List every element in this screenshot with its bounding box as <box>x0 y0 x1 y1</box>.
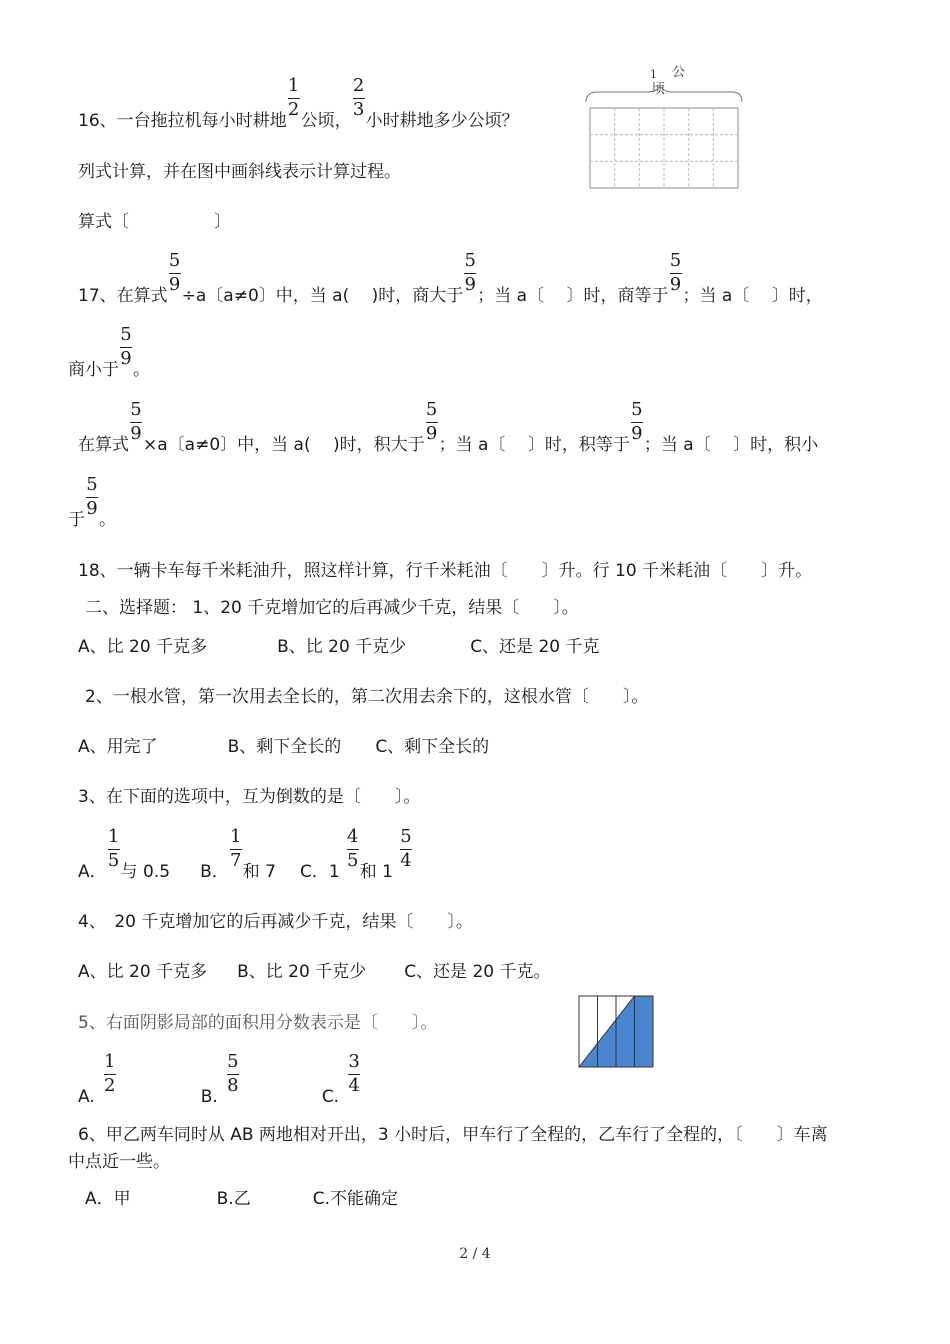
choice6-line2: 中点近一些。 <box>68 1152 170 1172</box>
choice5-options <box>78 1051 361 1108</box>
q17-b-prefix: 在算式 <box>78 435 129 455</box>
q17-b-mid1: ；当 a〔 〕时，积等于 <box>438 435 630 455</box>
choice3-option-c[interactable]: C．1 $\frac{4}{5}$ 和 1 $\frac{5}{4}$ <box>300 826 412 882</box>
q16-diagram-label-unit-a: 公 <box>672 65 686 80</box>
choice3-option-a[interactable]: A． $\frac{1}{5}$ 与 0.5 <box>78 826 171 882</box>
q17-b-mid2: ；当 a〔 〕时，积小 <box>643 435 819 455</box>
choice6-option-c[interactable]: C.不能确定 <box>312 1189 398 1209</box>
choice5-option-b[interactable]: B. $\frac{5}{8}$ <box>200 1051 239 1107</box>
choice3-c-fraction-1: $\frac{4}{5}$ <box>346 826 359 871</box>
choice1-options <box>78 636 600 658</box>
choice2-options <box>78 736 489 758</box>
q16-mid: 公顷， <box>300 111 352 131</box>
choice6-option-b[interactable]: B.乙 <box>216 1189 251 1209</box>
choice4-option-c[interactable]: C、还是 20 千克。 <box>404 962 551 982</box>
q16-line1 <box>78 75 519 132</box>
q17-a-mid1: ；当 a〔 〕时，商等于 <box>477 286 669 306</box>
choice4-options <box>78 961 551 983</box>
choice5-option-c[interactable]: C. $\frac{3}{4}$ <box>321 1051 360 1107</box>
q18-text: 18、一辆卡车每千米耗油升，照这样计算，行千米耗油〔 〕升。行 10 千米耗油〔 〕升。 <box>78 561 813 581</box>
choice5-question: 5、右面阴影局部的面积用分数表示是〔 〕。 <box>78 1013 438 1033</box>
choice4-option-b[interactable]: B、比 20 千克少 <box>237 962 367 982</box>
q16-grid-lines <box>590 108 738 188</box>
q17-a-line1 <box>78 250 823 307</box>
page-number: 2 / 4 <box>459 1246 491 1262</box>
q17-b-frac-2: $\frac{5}{9}$ <box>425 399 438 444</box>
q17-a-op: ÷a〔a≠0〕中，当 a( )时，商大于 <box>181 286 464 306</box>
q17-b-line1 <box>78 399 819 456</box>
q17-a-line2 <box>68 324 150 381</box>
q16-fraction-1: $\frac{1}{2}$ <box>287 75 300 120</box>
q17-a-frac-2: $\frac{5}{9}$ <box>464 250 476 295</box>
choice1-option-a[interactable]: A、比 20 千克多 <box>78 637 208 657</box>
choice5-a-fraction: $\frac{1}{2}$ <box>104 1051 116 1096</box>
q16-grid-diagram <box>584 62 746 194</box>
choice2-question: 2、一根水管，第一次用去全长的，第二次用去余下的，这根水管〔 〕。 <box>85 687 649 707</box>
choice3-a-fraction: $\frac{1}{5}$ <box>107 826 120 871</box>
q17-a-line2-suffix: 。 <box>133 360 150 380</box>
choice1-option-c[interactable]: C、还是 20 千克 <box>470 637 600 657</box>
choice6-line1: 6、甲乙两车同时从 AB 两地相对开出，3 小时后，甲车行了全程的，乙车行了全程的，〔 〕车离 <box>78 1125 828 1145</box>
q16-prefix: 16、一台拖拉机每小时耕地 <box>78 111 287 131</box>
choice3-question: 3、在下面的选项中，互为倒数的是〔 〕。 <box>78 787 421 807</box>
q17-b-line2 <box>68 474 116 531</box>
q17-a-mid2: ；当 a〔 〕时， <box>682 286 823 306</box>
choice4-option-a[interactable]: A、比 20 千克多 <box>78 962 208 982</box>
section2-heading: 二、选择题： 1、20 千克增加它的后再减少千克，结果〔 〕。 <box>85 598 579 618</box>
choice3-b-fraction: $\frac{1}{7}$ <box>230 826 242 871</box>
q17-a-frac-1: $\frac{5}{9}$ <box>168 250 181 295</box>
choice2-option-b[interactable]: B、剩下全长的 <box>227 737 342 757</box>
choice5-c-fraction: $\frac{3}{4}$ <box>348 1051 360 1096</box>
q17-a-prefix: 17、在算式 <box>78 286 168 306</box>
choice3-option-b[interactable]: B． $\frac{1}{7}$ 和 7 <box>200 826 276 882</box>
q16-diagram-label-num: 1 <box>650 68 657 81</box>
choice2-option-a[interactable]: A、用完了 <box>78 737 158 757</box>
q17-a-frac-4: $\frac{5}{9}$ <box>120 324 132 369</box>
choice6-options <box>85 1188 398 1210</box>
choice4-question: 4、 20 千克增加它的后再减少千克，结果〔 〕。 <box>78 912 473 932</box>
q16-line2: 列式计算，并在图中画斜线表示计算过程。 <box>78 162 401 182</box>
choice5-shaded-diagram <box>578 996 654 1068</box>
q17-b-frac-1: $\frac{5}{9}$ <box>130 399 142 444</box>
q17-b-line2-suffix: 。 <box>99 510 116 530</box>
choice3-options <box>78 826 413 883</box>
q17-b-op: ×a〔a≠0〕中，当 a( )时，积大于 <box>143 435 425 455</box>
q16-fraction-2: $\frac{2}{3}$ <box>352 75 365 120</box>
choice5-option-a[interactable]: A. $\frac{1}{2}$ <box>78 1051 116 1107</box>
choice2-option-c[interactable]: C、剩下全长的 <box>375 737 490 757</box>
q16-suffix: 小时耕地多少公顷？ <box>365 111 519 131</box>
q17-b-frac-4: $\frac{5}{9}$ <box>86 474 98 519</box>
q16-diagram-label-unit-b: 顷 <box>652 82 666 97</box>
choice1-option-b[interactable]: B、比 20 千克少 <box>277 637 407 657</box>
choice5-b-fraction: $\frac{5}{8}$ <box>227 1051 239 1096</box>
q16-line3: 算式〔 〕 <box>78 212 231 232</box>
choice6-option-a[interactable]: A．甲 <box>85 1189 131 1209</box>
q17-a-frac-3: $\frac{5}{9}$ <box>669 250 682 295</box>
choice3-c-fraction-2: $\frac{5}{4}$ <box>400 826 412 871</box>
q17-a-line2-prefix: 商小于 <box>68 360 119 380</box>
q17-b-frac-3: $\frac{5}{9}$ <box>631 399 643 444</box>
q17-b-line2-prefix: 于 <box>68 510 85 530</box>
